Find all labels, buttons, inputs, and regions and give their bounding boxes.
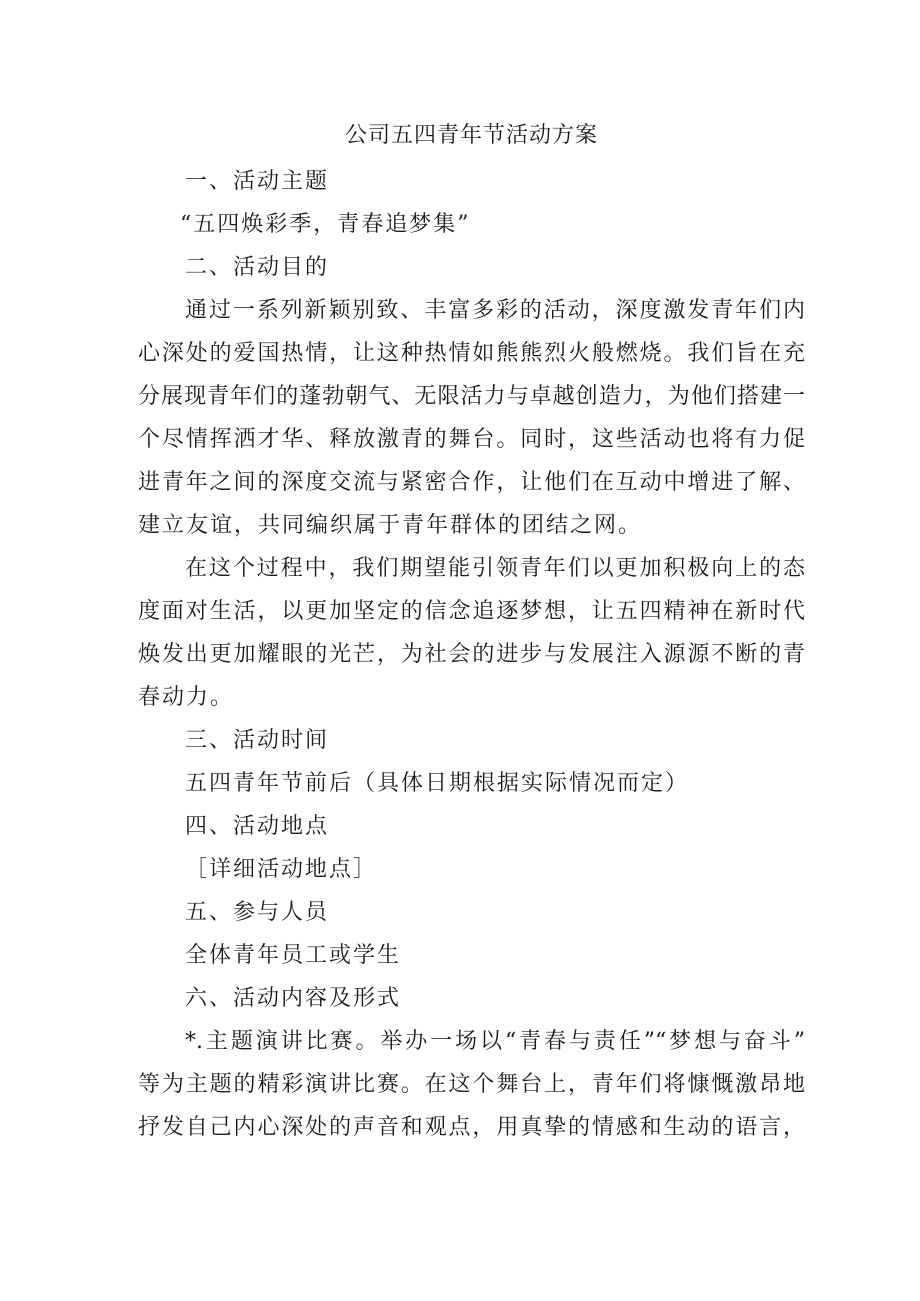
purpose-paragraph-line: 建立友谊，共同编织属于青年群体的团结之网。 — [138, 513, 643, 538]
time-text: 五四青年节前后（具体日期根据实际情况而定） — [185, 771, 690, 796]
purpose-paragraph-line: 进青年之间的深度交流与紧密合作，让他们在互动中增进了解、 — [138, 470, 805, 495]
document-page — [138, 112, 805, 1149]
section-heading-purpose: 二、活动目的 — [185, 255, 330, 280]
section-heading-time: 三、活动时间 — [185, 728, 330, 753]
purpose-paragraph-line: 春动力。 — [138, 685, 235, 710]
section-heading-content: 六、活动内容及形式 — [185, 986, 402, 1011]
section-heading-theme: 一、活动主题 — [185, 169, 330, 194]
purpose-paragraph-line: 通过一系列新颖别致、丰富多彩的活动，深度激发青年们内 — [185, 298, 805, 323]
theme-text: “五四焕彩季，青春追梦集” — [180, 212, 471, 237]
purpose-paragraph-line: 心深处的爱国热情，让这种热情如熊熊烈火般燃烧。我们旨在充 — [138, 341, 805, 366]
purpose-paragraph-line: 在这个过程中，我们期望能引领青年们以更加积极向上的态 — [185, 556, 805, 581]
purpose-paragraph-line: 分展现青年们的蓬勃朝气、无限活力与卓越创造力，为他们搭建一 — [138, 384, 805, 409]
participants-text: 全体青年员工或学生 — [185, 943, 402, 968]
content-paragraph-line: *.主题演讲比赛。举办一场以“青春与责任”“梦想与奋斗” — [185, 1029, 805, 1054]
section-heading-participants: 五、参与人员 — [185, 900, 330, 925]
location-text: ［详细活动地点］ — [185, 857, 378, 882]
content-paragraph-line: 抒发自己内心深处的声音和观点，用真挚的情感和生动的语言， — [138, 1115, 805, 1140]
page-title: 公司五四青年节活动方案 — [344, 123, 598, 148]
content-paragraph-line: 等为主题的精彩演讲比赛。在这个舞台上，青年们将慷慨激昂地 — [138, 1072, 805, 1097]
section-heading-location: 四、活动地点 — [185, 814, 330, 839]
purpose-paragraph-line: 度面对生活，以更加坚定的信念追逐梦想，让五四精神在新时代 — [138, 599, 805, 624]
purpose-paragraph-line: 个尽情挥洒才华、释放激青的舞台。同时，这些活动也将有力促 — [138, 427, 805, 452]
purpose-paragraph-line: 焕发出更加耀眼的光芒，为社会的进步与发展注入源源不断的青 — [138, 642, 805, 667]
